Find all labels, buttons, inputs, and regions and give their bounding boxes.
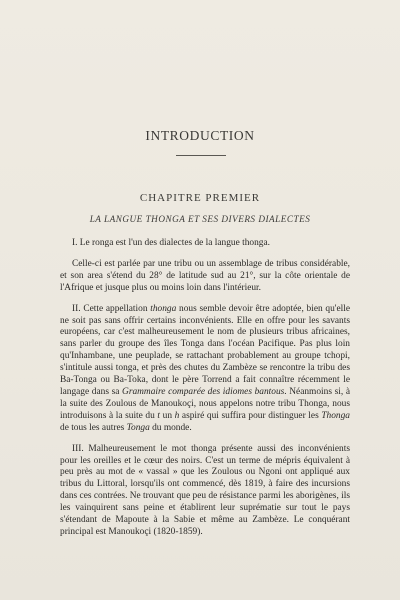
book-title-grammaire: Grammaire comparée des idiomes bantous [122,386,285,397]
paragraph-3-text-a: II. Cette appellation [72,303,151,314]
paragraph-1-text: I. Le ronga est l'un des dialectes de la langue thonga. [72,238,270,248]
chapter-subtitle: LA LANGUE THONGA ET SES DIVERS DIALECTES [89,214,311,224]
paragraph-3-text-i: aspiré qui suffira pour distinguer les [179,410,322,421]
page-title: INTRODUCTION [145,128,255,143]
paragraph-3-text-e: . Néanmoins si, à la suite des Zoulous de Manoukoçi, nous appelons notre tribu Thonga, nous introduisons à la suite du [60,386,350,421]
term-thonga: thonga [150,303,177,314]
paragraph-3-text-g: un [160,410,175,421]
body-text [60,238,350,548]
paragraph-1 [60,238,350,250]
title-rule [176,155,226,156]
paragraph-4-text: III. Malheureusement le mot thonga présente aussi des inconvénients pour les oreilles et le cœur des noirs. C'est un terme de mépris équivalent à peu près au mot de « vassal » que les Zoulous ou Ngoni ont appliqué aux tribus du Littoral, lorsqu'ils ont commencé, dès 1819, à faire des incursions dans ces contrées. Ne trouvant que peu de résistance parmi les aborigènes, ils les vainquirent sans peine et établirent leur suprématie sur tout le pays s'étendant de Mapoute à la Sabie et même au Zambèze. Le conquérant principal est Manoukoçi (1820-1859). [60,443,351,537]
letter-t: t [157,410,161,421]
paragraph-4 [60,444,350,539]
paragraph-2-text: Celle-ci est parlée par une tribu ou un assemblage de tribus considérable, et son area s'étend du 28° de latitude sud au 21°, sur la côte orientale de l'Afrique et jusque plus ou moins loin dans l'intérieur. [60,258,350,293]
paragraph-3-text-c: nous semble devoir être adoptée, bien qu'elle ne soit pas sans offrir certains inconvénients. Elle en offre pour les savants européens, car c'est malheureusement le nom de plusieurs tribus africaines, sans parler du groupe des îles Tonga dans l'océan Pacifique. Pas plus loin qu'Inhambane, une peuplade, se rattachant probablement au groupe tchopi, s'intitule aussi tonga, et près des chutes du Zambèze se rencontre la tribu des Ba-Tonga ou Ba-Toka, dont le père Torrend a fait connaître récemment le langage dans sa [60,303,351,397]
chapter-heading: CHAPITRE PREMIER [139,192,261,204]
letter-h: h [174,410,180,421]
paragraph-3 [60,304,350,435]
paragraph-3-text-k: de tous les autres [60,422,127,433]
term-tonga: Tonga [126,422,150,433]
paragraph-2 [60,259,350,295]
term-thonga-cap: Thonga [321,410,350,421]
paragraph-3-text-m: du monde. [149,422,192,433]
